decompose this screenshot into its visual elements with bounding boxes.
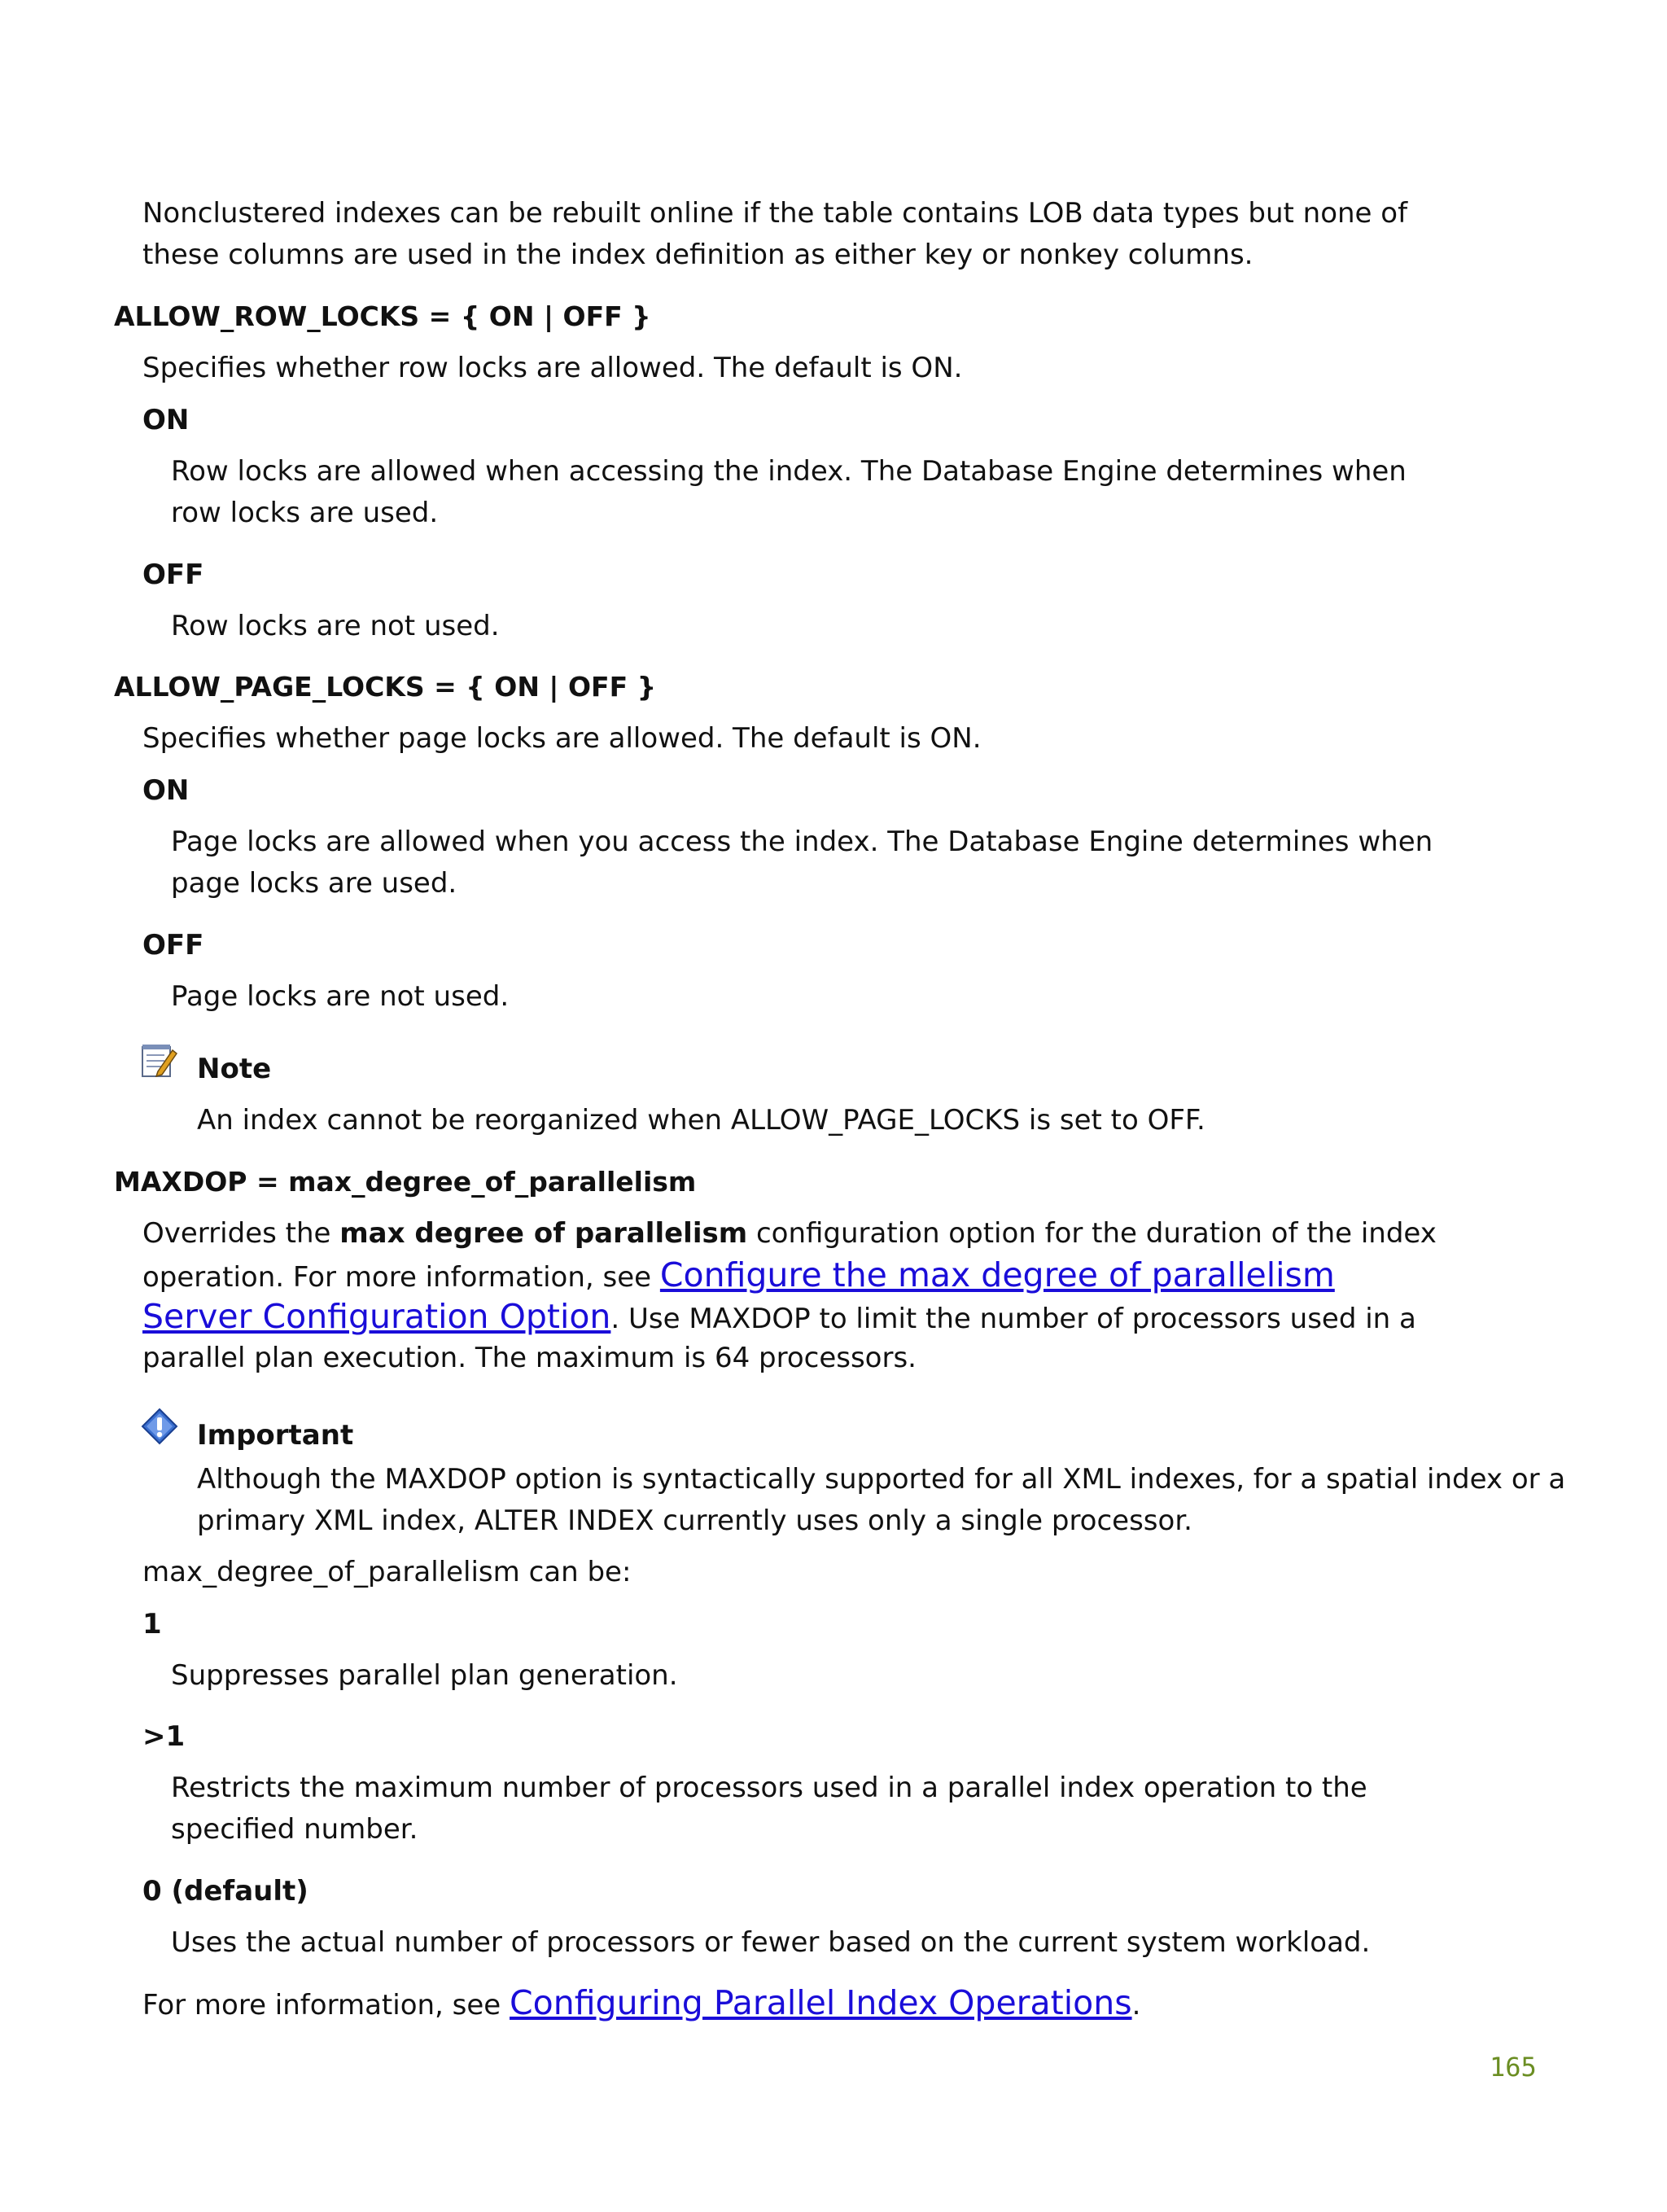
server-configuration-option-link[interactable]: Server Configuration Option — [142, 1297, 611, 1336]
maxdop-line-2-pre: operation. For more information, see — [142, 1261, 660, 1294]
info-shield-icon — [140, 1407, 179, 1446]
more-info-post: . — [1131, 1989, 1141, 2021]
can-be-line: max_degree_of_parallelism can be: — [142, 1556, 632, 1588]
page-number: 165 — [1490, 2052, 1537, 2083]
note-text: An index cannot be reorganized when ALLOW_PAGE_LOCKS is set to OFF. — [197, 1104, 1205, 1137]
row-off-label: OFF — [142, 558, 204, 591]
maxdop-line-2 — [142, 1254, 1335, 1299]
row-on-desc-2: row locks are used. — [171, 497, 439, 529]
important-text-2: primary XML index, ALTER INDEX currently uses only a single processor. — [197, 1505, 1192, 1537]
value-0-label: 0 (default) — [142, 1875, 308, 1908]
page-off-desc: Page locks are not used. — [171, 980, 510, 1013]
value-0-desc: Uses the actual number of processors or fewer based on the current system workload. — [171, 1926, 1371, 1959]
value-1-desc: Suppresses parallel plan generation. — [171, 1659, 678, 1692]
important-label: Important — [197, 1419, 354, 1452]
maxdop-line-3 — [142, 1295, 1416, 1340]
page-off-label: OFF — [142, 929, 204, 961]
value-gt1-label: >1 — [142, 1720, 186, 1753]
page-on-desc-1: Page locks are allowed when you access the index. The Database Engine determines when — [171, 826, 1433, 858]
page-locks-desc: Specifies whether page locks are allowed. The default is ON. — [142, 722, 982, 755]
configuring-parallel-index-operations-link[interactable]: Configuring Parallel Index Operations — [510, 1983, 1132, 2022]
intro-line-2: these columns are used in the index definition as either key or nonkey columns. — [142, 239, 1254, 271]
maxdop-option-name: max degree of parallelism — [339, 1217, 748, 1250]
row-on-desc-1: Row locks are allowed when accessing the index. The Database Engine determines when — [171, 455, 1407, 488]
important-text-1: Although the MAXDOP option is syntactically supported for all XML indexes, for a spatial index or a — [197, 1463, 1566, 1496]
maxdop-line-3-post: . Use MAXDOP to limit the number of processors used in a — [610, 1303, 1416, 1335]
row-off-desc: Row locks are not used. — [171, 610, 500, 642]
maxdop-line-1-post: configuration option for the duration of the index — [747, 1217, 1437, 1250]
maxdop-heading: MAXDOP = max_degree_of_parallelism — [114, 1166, 697, 1198]
intro-line-1: Nonclustered indexes can be rebuilt online if the table contains LOB data types but none of — [142, 197, 1408, 230]
note-label: Note — [197, 1053, 272, 1085]
row-on-label: ON — [142, 404, 190, 436]
more-info-pre: For more information, see — [142, 1989, 510, 2021]
page-locks-heading: ALLOW_PAGE_LOCKS = { ON | OFF } — [114, 671, 657, 703]
configure-max-degree-link[interactable]: Configure the max degree of parallelism — [659, 1255, 1335, 1294]
page-on-desc-2: page locks are used. — [171, 867, 457, 900]
value-gt1-desc-1: Restricts the maximum number of processors used in a parallel index operation to the — [171, 1772, 1367, 1804]
page-on-label: ON — [142, 774, 190, 807]
value-1-label: 1 — [142, 1608, 162, 1640]
more-info-line — [142, 1982, 1140, 2026]
value-gt1-desc-2: specified number. — [171, 1813, 418, 1846]
row-locks-desc: Specifies whether row locks are allowed. The default is ON. — [142, 352, 963, 384]
row-locks-heading: ALLOW_ROW_LOCKS = { ON | OFF } — [114, 300, 651, 332]
maxdop-line-1-pre: Overrides the — [142, 1217, 340, 1250]
maxdop-line-1 — [142, 1212, 1437, 1255]
note-pencil-icon — [140, 1042, 177, 1080]
maxdop-line-4: parallel plan execution. The maximum is 64 processors. — [142, 1342, 917, 1374]
